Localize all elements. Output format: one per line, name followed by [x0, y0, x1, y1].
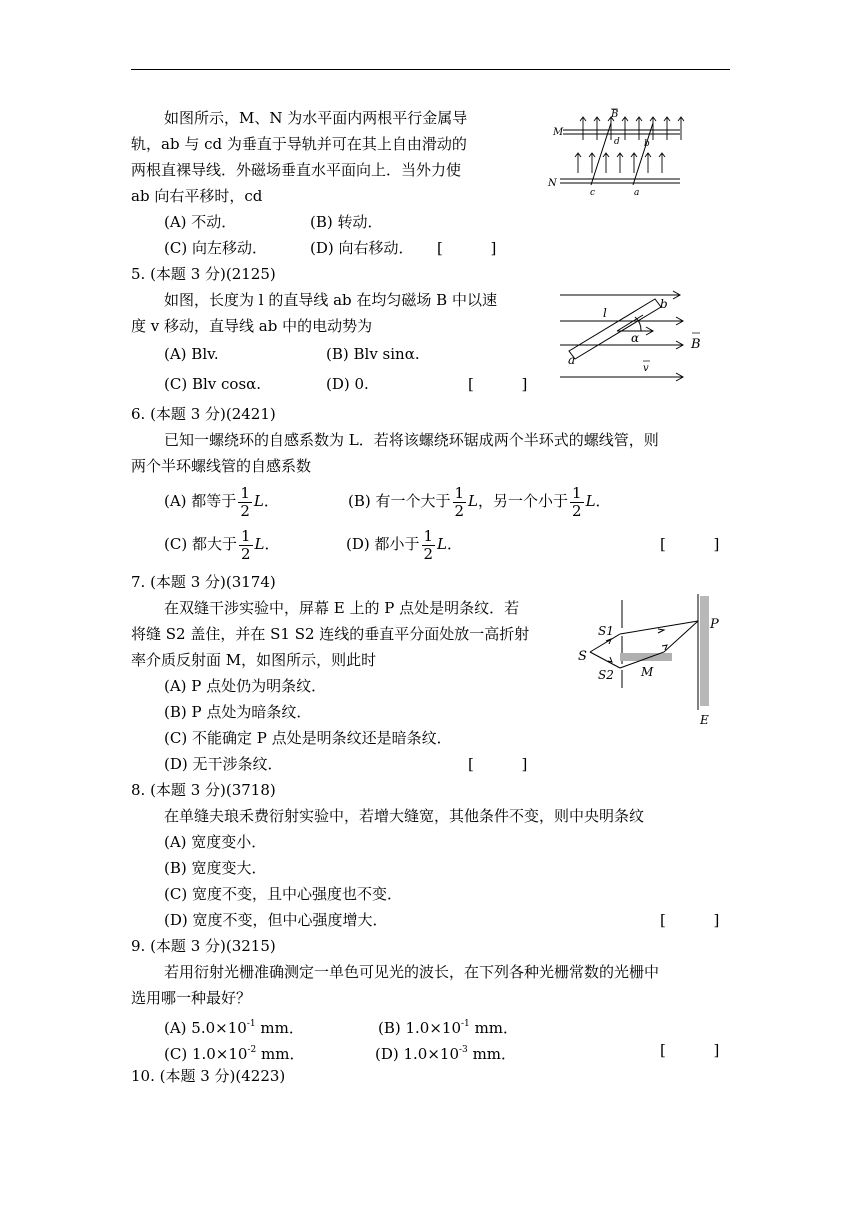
- q6-option-d: (D) 都小于 $\frac{1}{2}$ L．: [346, 526, 463, 563]
- fraction-denominator: 2: [240, 544, 251, 563]
- q7-option-a: (A) P 点处仍为明条纹．: [164, 677, 327, 695]
- q6-option-a: (A) 都等于 $\frac{1}{2}$ L．: [164, 483, 279, 520]
- q7-option-b: (B) P 点处为暗条纹．: [164, 703, 312, 721]
- q8-option-a: (A) 宽度变小．: [164, 833, 267, 851]
- q6-option-b-text: (B) 有一个大于: [348, 492, 451, 510]
- q10-header: 10. (本题 3 分)(4223): [131, 1067, 286, 1085]
- q7-line2: 将缝 S2 盖住，并在 S1 S2 连线的垂直平分面处放一高折射: [131, 625, 530, 643]
- q9-option-d-base: (D) 1.0×10: [375, 1045, 460, 1063]
- q4-label-b: b: [644, 139, 650, 149]
- q4-option-b: (B) 转动．: [310, 213, 383, 231]
- q6-line2: 两个半环螺线管的自感系数: [131, 457, 312, 475]
- q7-double-slit-figure: [574, 590, 724, 730]
- fraction-numerator: 1: [240, 526, 251, 545]
- q7-line1: 在双缝干涉实验中，屏幕 E 上的 P 点处是明条纹．若: [164, 599, 520, 617]
- q5-option-a: (A) Blv.: [164, 345, 219, 363]
- q8-header: 8. (本题 3 分)(3718): [131, 781, 276, 799]
- q4-answer-bracket: [ ]: [437, 239, 497, 257]
- q9-option-c: [164, 1040, 304, 1064]
- q6-header: 6. (本题 3 分)(2421): [131, 405, 276, 423]
- q6-option-a-L: L: [253, 492, 264, 510]
- q8-line1: 在单缝夫琅禾费衍射实验中，若增大缝宽，其他条件不变，则中央明条纹: [164, 807, 645, 825]
- fraction-denominator: 2: [454, 501, 465, 520]
- q9-option-b-unit: mm．: [469, 1019, 519, 1037]
- q5-label-alpha: α: [631, 331, 640, 345]
- q5-option-c: (C) Blv cosα.: [164, 375, 262, 393]
- q9-option-c-exponent: -2: [247, 1045, 257, 1055]
- q4-line3: 两根直裸导线．外磁场垂直水平面向上．当外力使: [131, 161, 462, 179]
- q9-option-d: [375, 1040, 516, 1064]
- q6-option-b-L1: L: [468, 492, 479, 510]
- q7-header: 7. (本题 3 分)(3174): [131, 573, 276, 591]
- q9-header: 9. (本题 3 分)(3215): [131, 937, 276, 955]
- q5-line2: 度 v 移动，直导线 ab 中的电动势为: [131, 317, 373, 335]
- q7-label-E: E: [700, 713, 709, 727]
- q5-header: 5. (本题 3 分)(2125): [131, 265, 276, 283]
- q9-option-a: [164, 1014, 304, 1038]
- q9-option-d-exponent: -3: [459, 1045, 468, 1055]
- q5-option-b: (B) Blv sinα.: [326, 345, 420, 363]
- q4-label-d: d: [614, 137, 620, 147]
- q8-option-b: (B) 宽度变大．: [164, 859, 267, 877]
- q6-option-b-fraction-1: [453, 485, 467, 520]
- q5-line1: 如图，长度为 l 的直导线 ab 在均匀磁场 B 中以速: [164, 291, 497, 309]
- q7-answer-bracket: [ ]: [468, 755, 528, 773]
- q4-option-d: (D) 向右移动．: [310, 239, 414, 257]
- q8-option-d: (D) 宽度不变，但中心强度增大．: [164, 911, 388, 929]
- q9-option-a-exponent: -1: [246, 1019, 256, 1029]
- q4-label-B: B: [611, 109, 619, 120]
- q4-line2: 轨，ab 与 cd 为垂直于导轨并可在其上自由滑动的: [131, 135, 467, 153]
- q7-option-c: (C) 不能确定 P 点处是明条纹还是暗条纹．: [164, 729, 452, 747]
- q5-label-v: v: [643, 363, 649, 374]
- q6-option-b-fraction-2: [570, 485, 584, 520]
- fraction-denominator: 2: [423, 544, 434, 563]
- q5-label-B: B: [691, 337, 701, 352]
- fraction-numerator: 1: [572, 483, 582, 502]
- q7-label-P: P: [710, 617, 719, 632]
- q7-label-S2: S2: [598, 668, 614, 682]
- q6-option-c-fraction: [239, 528, 253, 563]
- q9-option-b-base: (B) 1.0×10: [378, 1019, 462, 1037]
- q4-label-a: a: [634, 188, 640, 198]
- q9-line1: 若用衍射光栅准确测定一单色可见光的波长，在下列各种光栅常数的光栅中: [164, 963, 660, 981]
- q4-rails-figure: [545, 105, 705, 200]
- q5-label-a: a: [568, 353, 576, 367]
- q9-option-d-unit: mm．: [467, 1045, 517, 1063]
- q9-answer-bracket: [ ]: [660, 1041, 720, 1059]
- q4-label-M: M: [553, 127, 564, 138]
- q6-option-b-L2: L: [585, 492, 596, 510]
- q7-option-d: (D) 无干涉条纹．: [164, 755, 283, 773]
- q6-option-d-text: (D) 都小于: [346, 535, 420, 553]
- q5-label-l: l: [603, 306, 607, 320]
- q8-option-c: (C) 宽度不变，且中心强度也不变．: [164, 885, 402, 903]
- fraction-numerator: 1: [454, 483, 465, 502]
- q5-answer-bracket: [ ]: [468, 375, 528, 393]
- q7-line3: 率介质反射面 M，如图所示，则此时: [131, 651, 377, 669]
- fraction-numerator: 1: [423, 526, 434, 545]
- q6-option-b: (B) 有一个大于 $\frac{1}{2}$ L，另一个小于 $\frac{1}{2}$ L．: [348, 483, 611, 520]
- q4-line1: 如图所示，M、N 为水平面内两根平行金属导: [164, 109, 468, 127]
- q4-label-N: N: [548, 178, 557, 189]
- fraction-denominator: 2: [572, 501, 582, 520]
- q5-option-d: (D) 0.: [326, 375, 369, 393]
- q6-option-a-fraction: [238, 485, 252, 520]
- q5-wire-figure: [555, 285, 715, 390]
- q6-option-c: (C) 都大于 $\frac{1}{2}$ L．: [164, 526, 280, 563]
- q4-option-a: (A) 不动．: [164, 213, 237, 231]
- q5-label-b: b: [660, 297, 668, 311]
- q9-option-a-base: (A) 5.0×10: [164, 1019, 247, 1037]
- q7-label-S1: S1: [598, 624, 614, 638]
- q4-option-c: (C) 向左移动．: [164, 239, 267, 257]
- q9-option-b: [378, 1014, 518, 1038]
- fraction-denominator: 2: [240, 501, 250, 520]
- q6-option-b-mid: ，另一个小于: [478, 492, 569, 510]
- q9-option-c-unit: mm．: [256, 1045, 305, 1063]
- q9-line2: 选用哪一种最好？: [131, 989, 252, 1007]
- fraction-numerator: 1: [240, 483, 250, 502]
- q4-label-c: c: [590, 188, 596, 198]
- header-rule: [131, 69, 730, 70]
- q9-option-b-exponent: -1: [461, 1019, 470, 1029]
- q9-option-a-unit: mm．: [255, 1019, 304, 1037]
- q6-answer-bracket: [ ]: [660, 535, 720, 553]
- q6-line1: 已知一螺绕环的自感系数为 L．若将该螺绕环锯成两个半环式的螺线管，则: [164, 431, 659, 449]
- q6-option-c-text: (C) 都大于: [164, 535, 237, 553]
- q4-line4: ab 向右平移时，cd: [131, 187, 263, 205]
- q7-label-M: M: [641, 665, 654, 679]
- q6-option-d-fraction: [422, 528, 436, 563]
- q6-option-c-L: L: [254, 535, 265, 553]
- q9-option-c-base: (C) 1.0×10: [164, 1045, 248, 1063]
- q6-option-a-text: (A) 都等于: [164, 492, 237, 510]
- q6-option-d-L: L: [437, 535, 448, 553]
- q7-label-S: S: [578, 649, 587, 664]
- q8-answer-bracket: [ ]: [660, 911, 720, 929]
